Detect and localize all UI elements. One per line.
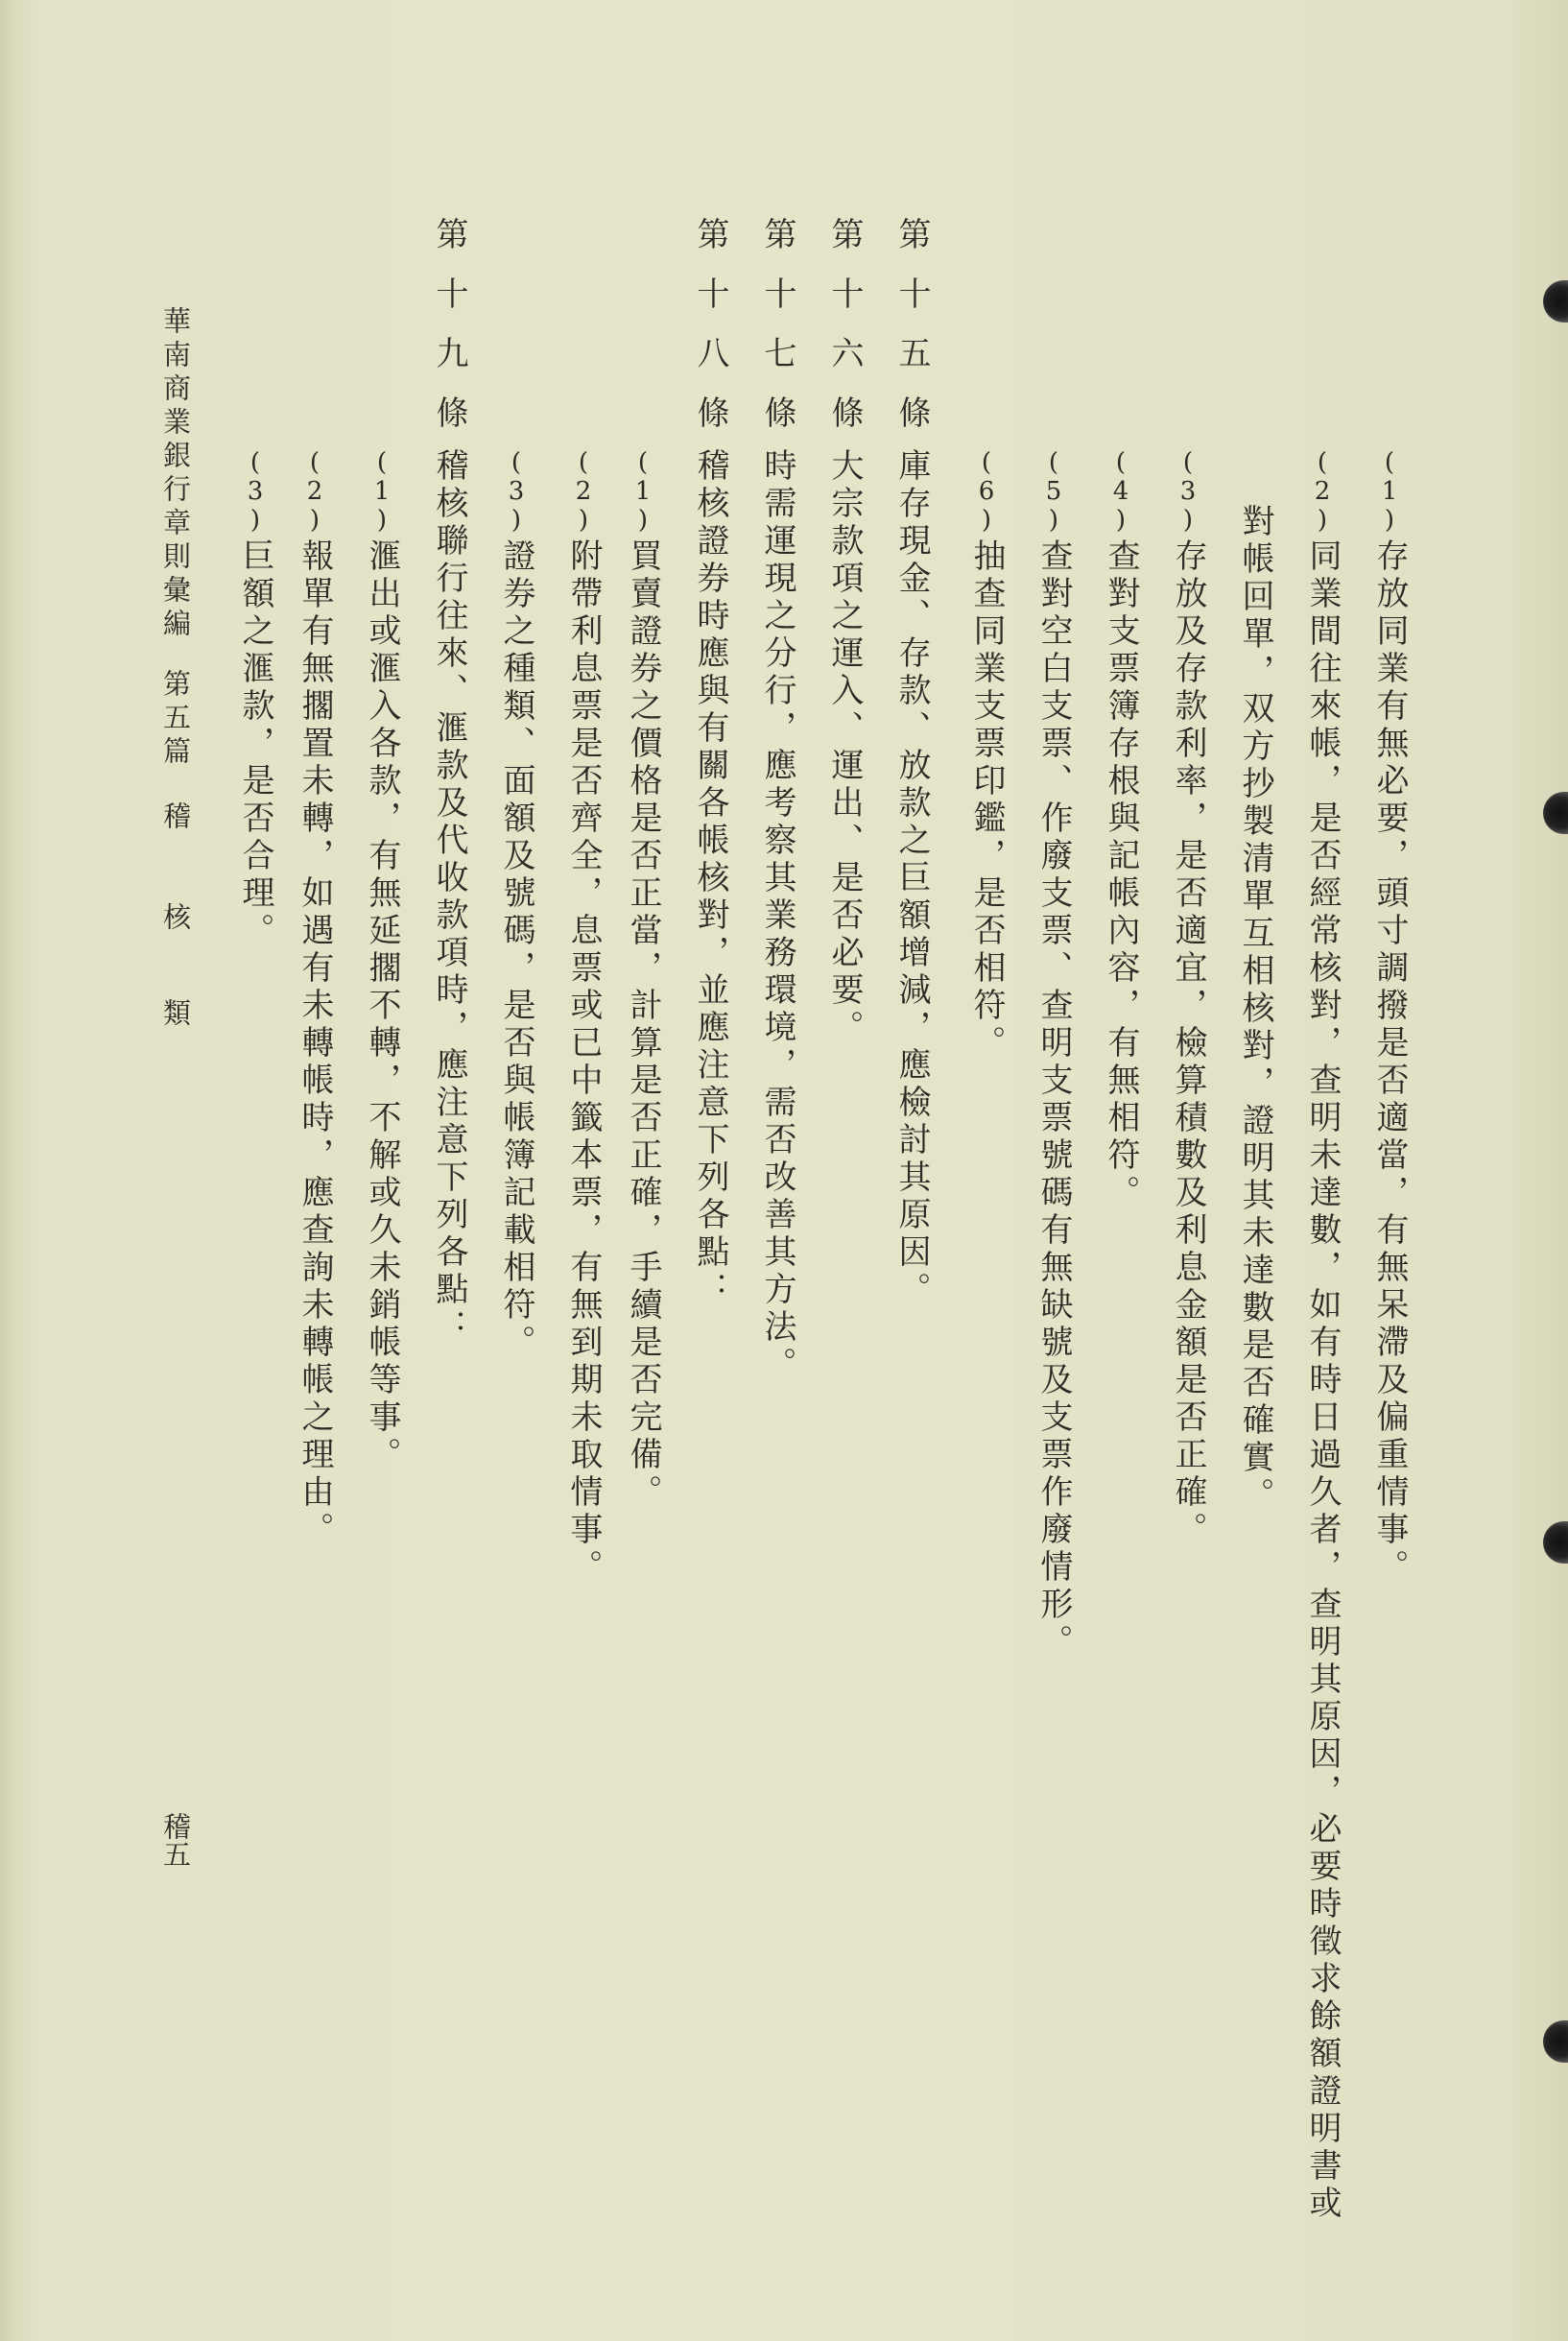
item-number: (5) (1039, 448, 1068, 535)
article-text: 稽核證券時應與有關各帳核對，並應注意下列各點： (691, 448, 729, 1309)
list-item (564, 448, 603, 1587)
footer-category-char: 核 (159, 902, 192, 936)
item-number: (2) (1308, 448, 1337, 535)
list-item (967, 448, 1006, 1063)
item-text: 存放及存款利率，是否適宜，檢算積數及利息金額是否正確。 (1169, 538, 1207, 1549)
binding-hole (1543, 2020, 1568, 2063)
article-text: 稽核聯行往來、滙款及代收款項時，應注意下列各點： (430, 448, 468, 1347)
item-text: 查對空白支票、作廢支票、查明支票號碼有無缺號及支票作廢情形。 (1034, 538, 1073, 1661)
list-item (363, 448, 401, 1474)
item-text: 同業間往來帳，是否經常核對，查明未達數，如有時日過久者，查明其原因，必要時徵求餘額證明書或 (1303, 538, 1342, 2223)
list-item-continuation (1236, 504, 1274, 1515)
list-item (1303, 448, 1342, 2223)
article-label: 第十九條 (430, 217, 468, 455)
item-text: 證券之種類、面額及號碼，是否與帳簿記載相符。 (497, 538, 535, 1362)
footer-category-char: 類 (159, 998, 192, 1032)
item-text: 報單有無擱置未轉，如遇有未轉帳時，應查詢未轉帳之理由。 (296, 538, 334, 1549)
item-number: (3) (502, 448, 531, 535)
list-item (1102, 448, 1140, 1212)
article-text: 大宗款項之運入、運出、是否必要。 (825, 448, 864, 1047)
item-text: 買賣證券之價格是否正當，計算是否正確，手續是否完備。 (624, 538, 662, 1512)
footer-book-title: 華南商業銀行章則彙編 (159, 306, 192, 642)
binding-hole (1543, 792, 1568, 834)
footer-category-char: 稽 (159, 801, 192, 835)
item-text: 抽查同業支票印鑑，是否相符。 (967, 538, 1006, 1063)
item-number: (2) (569, 448, 598, 535)
item-text: 對帳回單，双方抄製清單互相核對，證明其未達數是否確實。 (1236, 504, 1274, 1515)
item-number: (1) (1375, 448, 1404, 535)
list-item (1370, 448, 1409, 1587)
list-item (624, 448, 662, 1512)
article-label: 第十八條 (691, 217, 729, 455)
list-item (497, 448, 535, 1362)
item-number: (3) (241, 448, 270, 535)
list-item (1169, 448, 1207, 1549)
item-text: 巨額之滙款，是否合理。 (236, 538, 274, 950)
item-number: (2) (300, 448, 329, 535)
item-number: (3) (1174, 448, 1202, 535)
binding-hole (1543, 1521, 1568, 1564)
article-label: 第十六條 (825, 217, 864, 455)
binding-hole (1543, 280, 1568, 322)
list-item (296, 448, 334, 1549)
article-text: 庫存現金、存款、放款之巨額增減，應檢討其原因。 (892, 448, 931, 1309)
item-text: 滙出或滙入各款，有無延擱不轉，不解或久未銷帳等事。 (363, 538, 401, 1474)
item-text: 查對支票簿存根與記帳內容，有無相符。 (1102, 538, 1140, 1212)
article-label: 第十五條 (892, 217, 931, 455)
item-number: (1) (368, 448, 396, 535)
page-number: 稽五 (159, 1812, 192, 1868)
item-number: (6) (972, 448, 1001, 535)
footer-part: 第五篇 (159, 669, 192, 770)
item-text: 存放同業有無必要，頭寸調撥是否適當，有無呆滯及偏重情事。 (1370, 538, 1409, 1587)
article-label: 第十七條 (758, 217, 796, 455)
list-item (236, 448, 274, 950)
item-number: (1) (629, 448, 657, 535)
item-text: 附帶利息票是否齊全，息票或已中籤本票，有無到期未取情事。 (564, 538, 603, 1587)
list-item (1034, 448, 1073, 1661)
item-number: (4) (1106, 448, 1135, 535)
article-text: 時需運現之分行，應考察其業務環境，需否改善其方法。 (758, 448, 796, 1384)
